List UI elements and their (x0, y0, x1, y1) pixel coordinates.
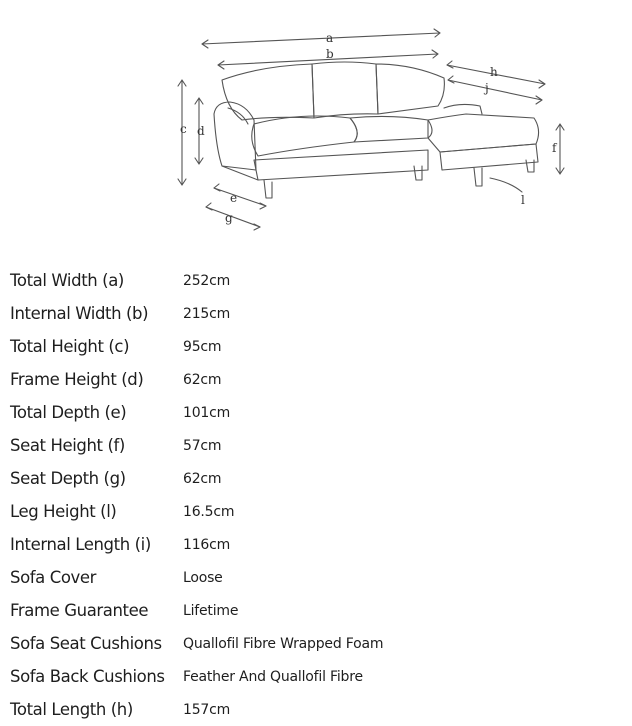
spec-value: Lifetime (183, 602, 239, 619)
dimension-f-arrow (556, 124, 564, 174)
spec-label: Sofa Back Cushions (10, 667, 165, 686)
spec-label: Frame Height (d) (10, 370, 144, 389)
sofa-back-cushions (222, 62, 444, 120)
spec-value: Loose (183, 569, 223, 586)
spec-row-internal-length (10, 528, 620, 561)
spec-label: Internal Width (b) (10, 304, 149, 323)
spec-label: Total Depth (e) (10, 403, 127, 422)
specification-table (10, 264, 620, 726)
sofa-chaise (428, 104, 539, 170)
spec-row-internal-width (10, 297, 620, 330)
spec-row-frame-height (10, 363, 620, 396)
spec-label: Seat Depth (g) (10, 469, 126, 488)
spec-row-total-length (10, 693, 620, 726)
spec-label: Leg Height (l) (10, 502, 117, 521)
sofa-left-arm (214, 102, 256, 170)
spec-label: Total Width (a) (10, 271, 124, 290)
spec-value: 215cm (183, 305, 231, 322)
spec-value: 62cm (183, 470, 222, 487)
dimension-label-b: b (326, 47, 334, 61)
spec-row-total-height (10, 330, 620, 363)
dimension-e-arrow (214, 184, 266, 209)
sofa-base (222, 150, 428, 180)
dimension-label-c: c (180, 122, 187, 136)
spec-row-back-cushions (10, 660, 620, 693)
spec-label: Total Length (h) (10, 700, 133, 719)
dimension-label-d: d (197, 124, 205, 138)
dimension-label-j: j (485, 81, 489, 95)
spec-row-frame-guarantee (10, 594, 620, 627)
spec-label: Internal Length (i) (10, 535, 151, 554)
spec-label: Sofa Cover (10, 568, 97, 587)
spec-row-seat-cushions (10, 627, 620, 660)
spec-value: 101cm (183, 404, 231, 421)
spec-label: Sofa Seat Cushions (10, 634, 162, 653)
dimension-l-leader (490, 178, 522, 192)
sofa-dimension-diagram (150, 20, 580, 245)
spec-value: 116cm (183, 536, 231, 553)
spec-row-seat-height (10, 429, 620, 462)
spec-value: 95cm (183, 338, 222, 355)
spec-row-total-width (10, 264, 620, 297)
dimension-label-g: g (225, 211, 233, 225)
sofa-seat-cushions (252, 116, 432, 156)
spec-value: 157cm (183, 701, 231, 718)
spec-row-leg-height (10, 495, 620, 528)
spec-label: Seat Height (f) (10, 436, 125, 455)
dimension-g-arrow (206, 203, 260, 230)
spec-row-sofa-cover (10, 561, 620, 594)
spec-value: 57cm (183, 437, 222, 454)
spec-value: 252cm (183, 272, 231, 289)
spec-row-total-depth (10, 396, 620, 429)
dimension-label-l: l (521, 193, 525, 207)
spec-value: 62cm (183, 371, 222, 388)
dimension-label-e: e (230, 191, 238, 205)
spec-row-seat-depth (10, 462, 620, 495)
dimension-label-f: f (552, 141, 557, 155)
sofa-diagram-svg (150, 20, 580, 245)
dimension-label-a: a (326, 31, 334, 45)
spec-value: Feather And Quallofil Fibre (183, 668, 363, 685)
spec-label: Total Height (c) (10, 337, 130, 356)
spec-label: Frame Guarantee (10, 601, 149, 620)
spec-value: 16.5cm (183, 503, 235, 520)
dimension-a-arrow (202, 29, 440, 48)
spec-value: Quallofil Fibre Wrapped Foam (183, 635, 384, 652)
dimension-label-h: h (490, 65, 498, 79)
